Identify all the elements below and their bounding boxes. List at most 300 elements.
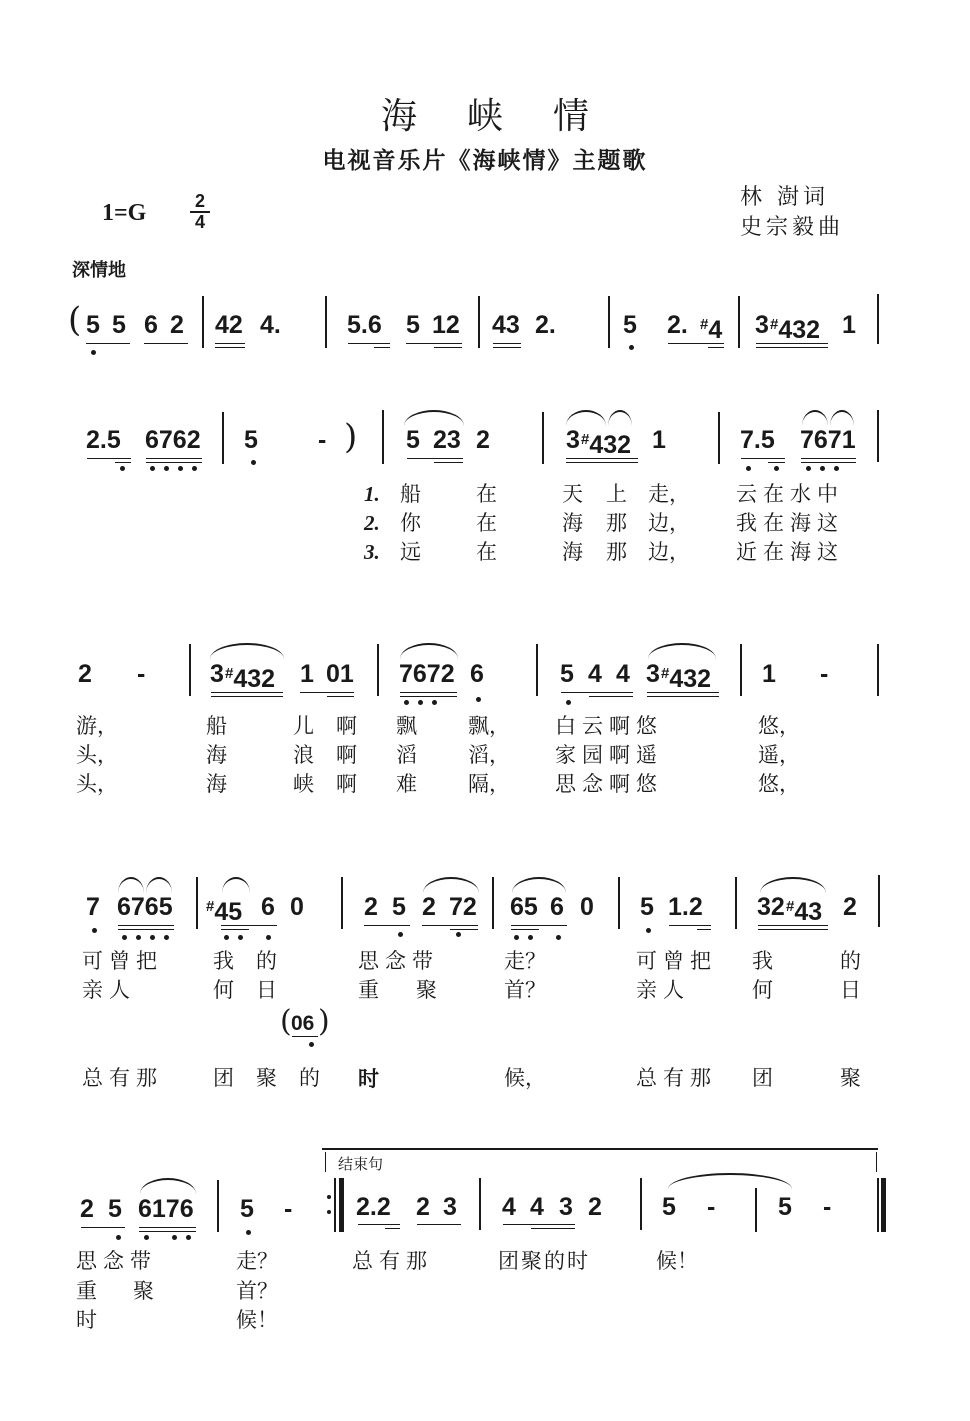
barline [382, 410, 384, 464]
low-octave-dot [192, 466, 197, 471]
note: 43 [492, 311, 520, 339]
barline [878, 875, 880, 927]
note: 2 [843, 893, 857, 921]
lyric-syllable: 团 [213, 1066, 234, 1090]
verse-number: 1. [364, 482, 380, 506]
sharp-accidental: # [770, 316, 779, 333]
slur [648, 643, 716, 659]
low-octave-dot [122, 935, 127, 940]
note: 0 [290, 893, 304, 921]
note: 2 [476, 426, 490, 454]
underline-sixteenth [647, 692, 719, 693]
note-sharp-group [786, 893, 822, 926]
underline-sixteenth [146, 462, 202, 463]
underline-eighth [300, 692, 354, 693]
underline-eighth [348, 343, 390, 344]
slur [210, 643, 284, 659]
dash: - [137, 660, 146, 688]
underline-sixteenth [215, 347, 245, 348]
low-octave-dot [92, 928, 97, 933]
lyric-syllable: 浪 [293, 743, 314, 767]
note: 1 [300, 660, 314, 688]
low-octave-dot [150, 466, 155, 471]
lyric-syllable: 边， [648, 540, 690, 564]
lyric-syllable: 在 [476, 540, 497, 564]
barline [479, 1178, 481, 1230]
barline [189, 644, 191, 696]
note-value: 432 [589, 431, 632, 459]
lyric-syllable: 聚 [840, 1066, 861, 1090]
note: 5 [560, 660, 574, 688]
underline-sixteenth [221, 929, 249, 930]
lyric-syllable: 思念带 [76, 1249, 157, 1273]
lyric-syllable: 白云啊悠 [555, 714, 663, 738]
note: 5 [406, 426, 420, 454]
barline [492, 877, 494, 929]
note-value: 43 [794, 898, 823, 926]
verse-number: 3. [364, 540, 380, 564]
barline [222, 412, 224, 464]
lyric-syllable: 飘， [468, 714, 510, 738]
low-octave-dot [246, 1230, 251, 1235]
lyric-syllable: 那 [606, 511, 627, 535]
note: 5 [623, 311, 637, 339]
lyric-syllable: 飘 [396, 714, 417, 738]
low-octave-dot [309, 1042, 314, 1047]
lyric-syllable: 首？ [504, 978, 546, 1002]
underline-sixteenth [434, 462, 463, 463]
note: 1.2 [668, 893, 703, 921]
lyric-syllable: 总有那 [636, 1066, 717, 1090]
low-octave-dot [528, 935, 533, 940]
underline-sixteenth [146, 458, 202, 459]
underline-sixteenth [493, 343, 521, 344]
ending-bracket [322, 1148, 878, 1150]
lyric-syllable: 思念啊悠 [555, 772, 663, 796]
low-octave-dot [224, 935, 229, 940]
lyric-syllable: 首？ [236, 1279, 278, 1303]
underline-sixteenth [400, 692, 457, 693]
underline-sixteenth [139, 1231, 196, 1232]
underline-eighth [406, 343, 462, 344]
note-sharp-group [770, 311, 820, 344]
lyric-syllable: 的 [840, 949, 861, 973]
underline-eighth [144, 343, 188, 344]
note: 2 [416, 1193, 430, 1221]
slur [222, 877, 250, 893]
lyric-syllable: 天 [562, 482, 583, 506]
note: 3 [210, 660, 224, 688]
note: 4 [588, 660, 602, 688]
underline-eighth [86, 343, 130, 344]
dash: - [318, 426, 327, 454]
note: 42 [215, 311, 243, 339]
note: 3 [443, 1193, 457, 1221]
underline-eighth [292, 1036, 318, 1037]
note: 5 [244, 426, 258, 454]
lyric-syllable: 走， [648, 482, 690, 506]
lyric-syllable: 时 [76, 1308, 97, 1332]
underline-eighth [503, 1224, 575, 1225]
note-value: 432 [669, 665, 712, 693]
low-octave-dot [820, 466, 825, 471]
note: 5.6 [347, 311, 382, 339]
note-sharp-4 [700, 311, 722, 344]
lyric-syllable: 悠， [758, 772, 800, 796]
note: 5 [662, 1193, 676, 1221]
barline [738, 296, 740, 348]
underline-eighth [221, 925, 277, 926]
dash: - [823, 1193, 832, 1221]
note-value: 45 [214, 898, 243, 926]
lyric-syllable: 难 [396, 772, 417, 796]
alt-note: 06 [291, 1012, 315, 1035]
note-sharp-group [661, 660, 711, 693]
low-octave-dot [646, 928, 651, 933]
final-barline-thick [881, 1178, 886, 1232]
barline [196, 877, 198, 929]
lyric-syllable: 何 [752, 978, 773, 1002]
time-signature [190, 193, 210, 231]
low-octave-dot [806, 466, 811, 471]
low-octave-dot [514, 935, 519, 940]
lyric-syllable: 候， [504, 1066, 546, 1090]
barline [740, 644, 742, 696]
lyric-syllable: 啊 [336, 743, 357, 767]
lyric-syllable: 家园啊遥 [555, 743, 663, 767]
barline [325, 296, 327, 348]
underline-sixteenth [697, 929, 711, 930]
note: 4 [530, 1193, 544, 1221]
low-octave-dot [136, 935, 141, 940]
lyric-syllable: 滔， [468, 743, 510, 767]
low-octave-dot [418, 700, 423, 705]
low-octave-dot [172, 1235, 177, 1240]
lyric-syllable: 你 [400, 511, 421, 535]
lyric-syllable: 我在海这 [736, 511, 844, 535]
underline-eighth [668, 343, 724, 344]
lyric-syllable: 聚 [133, 1279, 154, 1303]
lyric-syllable: 候！ [236, 1308, 278, 1332]
credits [740, 183, 844, 243]
note: 12 [432, 311, 460, 339]
slur [830, 410, 854, 426]
lyric-syllable: 悠， [758, 714, 800, 738]
lyric-syllable: 啊 [336, 772, 357, 796]
low-octave-dot [266, 935, 271, 940]
note: 32 [757, 893, 785, 921]
note-value: 432 [233, 665, 276, 693]
lyric-syllable: 边， [648, 511, 690, 535]
song-subtitle: 电视音乐片《海峡情》主题歌 [322, 147, 648, 174]
lyric-syllable: 可曾把 [82, 949, 163, 973]
underline-eighth [417, 1224, 461, 1225]
ending-bracket-tick [876, 1152, 877, 1172]
lyric-syllable: 我 [752, 949, 773, 973]
lyric-syllable: 船 [400, 482, 421, 506]
underline-sixteenth [768, 462, 785, 463]
note: 65 [510, 893, 538, 921]
barline [877, 644, 879, 696]
note-sharp-group [225, 660, 275, 693]
note: 1 [652, 426, 666, 454]
low-octave-dot [116, 1235, 121, 1240]
barline [377, 644, 379, 696]
note: 4 [502, 1193, 516, 1221]
barline [877, 294, 879, 344]
repeat-barline-thick [339, 1178, 344, 1232]
lyric-syllable: 走？ [236, 1249, 278, 1273]
lyric-syllable: 总有那 [82, 1066, 163, 1090]
underline-eighth [669, 925, 711, 926]
note: 3 [646, 660, 660, 688]
slur [566, 410, 606, 426]
tie [668, 1173, 792, 1189]
lyric-syllable: 海 [206, 743, 227, 767]
underline-sixteenth [211, 692, 283, 693]
low-octave-dot [774, 466, 779, 471]
lyric-syllable: 海 [562, 540, 583, 564]
underline-sixteenth [118, 929, 174, 930]
sharp-accidental: # [700, 316, 709, 333]
barline [478, 296, 480, 348]
underline-eighth [358, 1224, 400, 1225]
low-octave-dot [404, 700, 409, 705]
slur [423, 877, 479, 893]
lyric-syllable: 重 [76, 1279, 97, 1303]
lyric-syllable: 远 [400, 540, 421, 564]
lyric-syllable: 候！ [656, 1249, 698, 1273]
low-octave-dot [120, 466, 125, 471]
underline-sixteenth [531, 1228, 575, 1229]
song-title: 海峡情 [380, 96, 639, 137]
note: 6176 [138, 1195, 194, 1223]
lyric-syllable: 遥， [758, 743, 800, 767]
lyric-syllable: 的 [299, 1066, 320, 1090]
note: 2 [170, 311, 184, 339]
lyric-syllable: 峡 [293, 772, 314, 796]
note-sharp-group [581, 426, 631, 459]
time-signature-top: 2 [194, 191, 205, 211]
note: 7672 [399, 660, 455, 688]
lyric-syllable: 头， [76, 743, 118, 767]
lyric-syllable: 在 [476, 482, 497, 506]
note: 5 [240, 1195, 254, 1223]
barline [202, 296, 204, 348]
lyric-syllable: 何 [213, 978, 234, 1002]
note-sharp-group [206, 893, 242, 926]
barline [755, 1188, 757, 1232]
alt-open-paren: ( [280, 1004, 292, 1039]
note: 2.5 [86, 426, 121, 454]
low-octave-dot [150, 935, 155, 940]
underline-eighth [81, 1227, 125, 1228]
underline-sixteenth [647, 696, 719, 697]
low-octave-dot [91, 350, 96, 355]
low-octave-dot [834, 466, 839, 471]
lyric-syllable: 上 [606, 482, 627, 506]
note: 5 [640, 893, 654, 921]
sharp-accidental: # [225, 665, 234, 682]
lyric-syllable: 聚 [256, 1066, 277, 1090]
repeat-barline-thin [334, 1178, 336, 1232]
lyric-syllable: 海 [562, 511, 583, 535]
underline-sixteenth [756, 343, 828, 344]
note: 5 [86, 311, 100, 339]
underline-sixteenth [566, 458, 638, 459]
underline-sixteenth [566, 462, 638, 463]
note: 5 [406, 311, 420, 339]
low-octave-dot [556, 935, 561, 940]
final-barline-thin [877, 1178, 879, 1232]
lyric-syllable: 总有那 [352, 1249, 433, 1273]
low-octave-dot [456, 932, 461, 937]
note: 6765 [117, 893, 173, 921]
note: 7.5 [740, 426, 775, 454]
note: 5 [778, 1193, 792, 1221]
note: 2 [364, 893, 378, 921]
lyric-syllable: 游， [76, 714, 118, 738]
composer: 史宗毅曲 [740, 215, 845, 240]
note: 1 [762, 660, 776, 688]
note: 6762 [145, 426, 201, 454]
underline-sixteenth [801, 462, 856, 463]
note: 72 [449, 893, 477, 921]
intro-close-paren: ) [344, 417, 358, 457]
underline-sixteenth [708, 347, 724, 348]
alt-close-paren: ) [318, 1004, 330, 1039]
note: 23 [433, 426, 461, 454]
slur [146, 877, 172, 893]
lyric-syllable: 走？ [504, 949, 546, 973]
underline-sixteenth [511, 929, 539, 930]
slur [140, 1178, 196, 1194]
repeat-dot [327, 1210, 331, 1214]
note: 2. [535, 311, 556, 339]
underline-sixteenth [139, 1227, 196, 1228]
note: 2 [80, 1195, 94, 1223]
barline [608, 296, 610, 348]
note: 7 [86, 893, 100, 921]
note-value: 432 [778, 316, 821, 344]
low-octave-dot [566, 700, 571, 705]
underline-eighth [511, 925, 567, 926]
dash: - [820, 660, 829, 688]
lyric-syllable: 日 [256, 978, 277, 1002]
tempo-marking: 深情地 [72, 260, 126, 281]
dash: - [707, 1193, 716, 1221]
lyric-syllable: 重 [358, 978, 379, 1002]
low-octave-dot [432, 700, 437, 705]
lyric-syllable: 近在海这 [736, 540, 844, 564]
underline-sixteenth [589, 696, 633, 697]
lyric-syllable: 聚 [416, 978, 437, 1002]
underline-sixteenth [450, 929, 478, 930]
underline-eighth [561, 692, 633, 693]
underline-sixteenth [385, 1228, 400, 1229]
underline-sixteenth [758, 925, 828, 926]
dash: - [284, 1195, 293, 1223]
lyric-syllable: 亲人 [82, 978, 136, 1002]
underline-sixteenth [211, 696, 283, 697]
underline-sixteenth [493, 347, 521, 348]
slur [512, 877, 566, 893]
underline-sixteenth [374, 347, 390, 348]
underline-eighth [407, 458, 463, 459]
note: 3 [566, 426, 580, 454]
barline [640, 1178, 642, 1230]
barline [341, 877, 343, 929]
barline [718, 412, 720, 464]
slur [118, 877, 144, 893]
low-octave-dot [186, 1235, 191, 1240]
lyric-syllable: 思念带 [358, 949, 439, 973]
lyric-syllable: 我 [213, 949, 234, 973]
underline-sixteenth [400, 696, 457, 697]
underline-sixteenth [327, 696, 354, 697]
barline [536, 644, 538, 696]
barline [618, 877, 620, 929]
key-signature: 1=G [102, 200, 147, 226]
note: 2 [422, 893, 436, 921]
barline [877, 410, 879, 462]
underline-eighth [422, 925, 478, 926]
low-octave-dot [746, 466, 751, 471]
lyric-syllable: 海 [206, 772, 227, 796]
note: 4 [616, 660, 630, 688]
underline-sixteenth [215, 343, 245, 344]
note: 1 [842, 311, 856, 339]
low-octave-dot [144, 1235, 149, 1240]
barline [735, 877, 737, 929]
repeat-dot [327, 1195, 331, 1199]
ending-bracket-tick [325, 1152, 326, 1172]
lyric-syllable: 隔， [468, 772, 510, 796]
slur [404, 410, 464, 426]
underline-eighth [87, 458, 131, 459]
lyric-syllable: 云在水中 [736, 482, 844, 506]
note: 3 [559, 1193, 573, 1221]
note: 6 [261, 893, 275, 921]
barline [542, 412, 544, 464]
underline-eighth [741, 458, 785, 459]
lyric-syllable: 滔 [396, 743, 417, 767]
note: 2 [588, 1193, 602, 1221]
lyric-syllable: 可曾把 [636, 949, 717, 973]
slur [802, 410, 828, 426]
underline-sixteenth [434, 347, 462, 348]
lyricist: 林 澍词 [740, 185, 829, 210]
note: 4. [260, 311, 281, 339]
underline-sixteenth [758, 929, 828, 930]
sharp-accidental: # [661, 665, 670, 682]
lyric-syllable: 团 [752, 1066, 773, 1090]
lyric-syllable: 团聚的时 [498, 1249, 590, 1273]
sharp-accidental: # [581, 431, 590, 448]
lyric-syllable: 的 [256, 949, 277, 973]
low-octave-dot [476, 697, 481, 702]
underline-eighth [364, 925, 410, 926]
slur [760, 877, 826, 893]
underline-sixteenth [115, 462, 131, 463]
intro-open-paren: ( [68, 300, 82, 340]
lyric-syllable: 船 [206, 714, 227, 738]
low-octave-dot [238, 935, 243, 940]
underline-sixteenth [756, 347, 828, 348]
lyric-syllable: 头， [76, 772, 118, 796]
lyric-syllable: 亲人 [636, 978, 690, 1002]
verse-number: 2. [364, 511, 380, 535]
